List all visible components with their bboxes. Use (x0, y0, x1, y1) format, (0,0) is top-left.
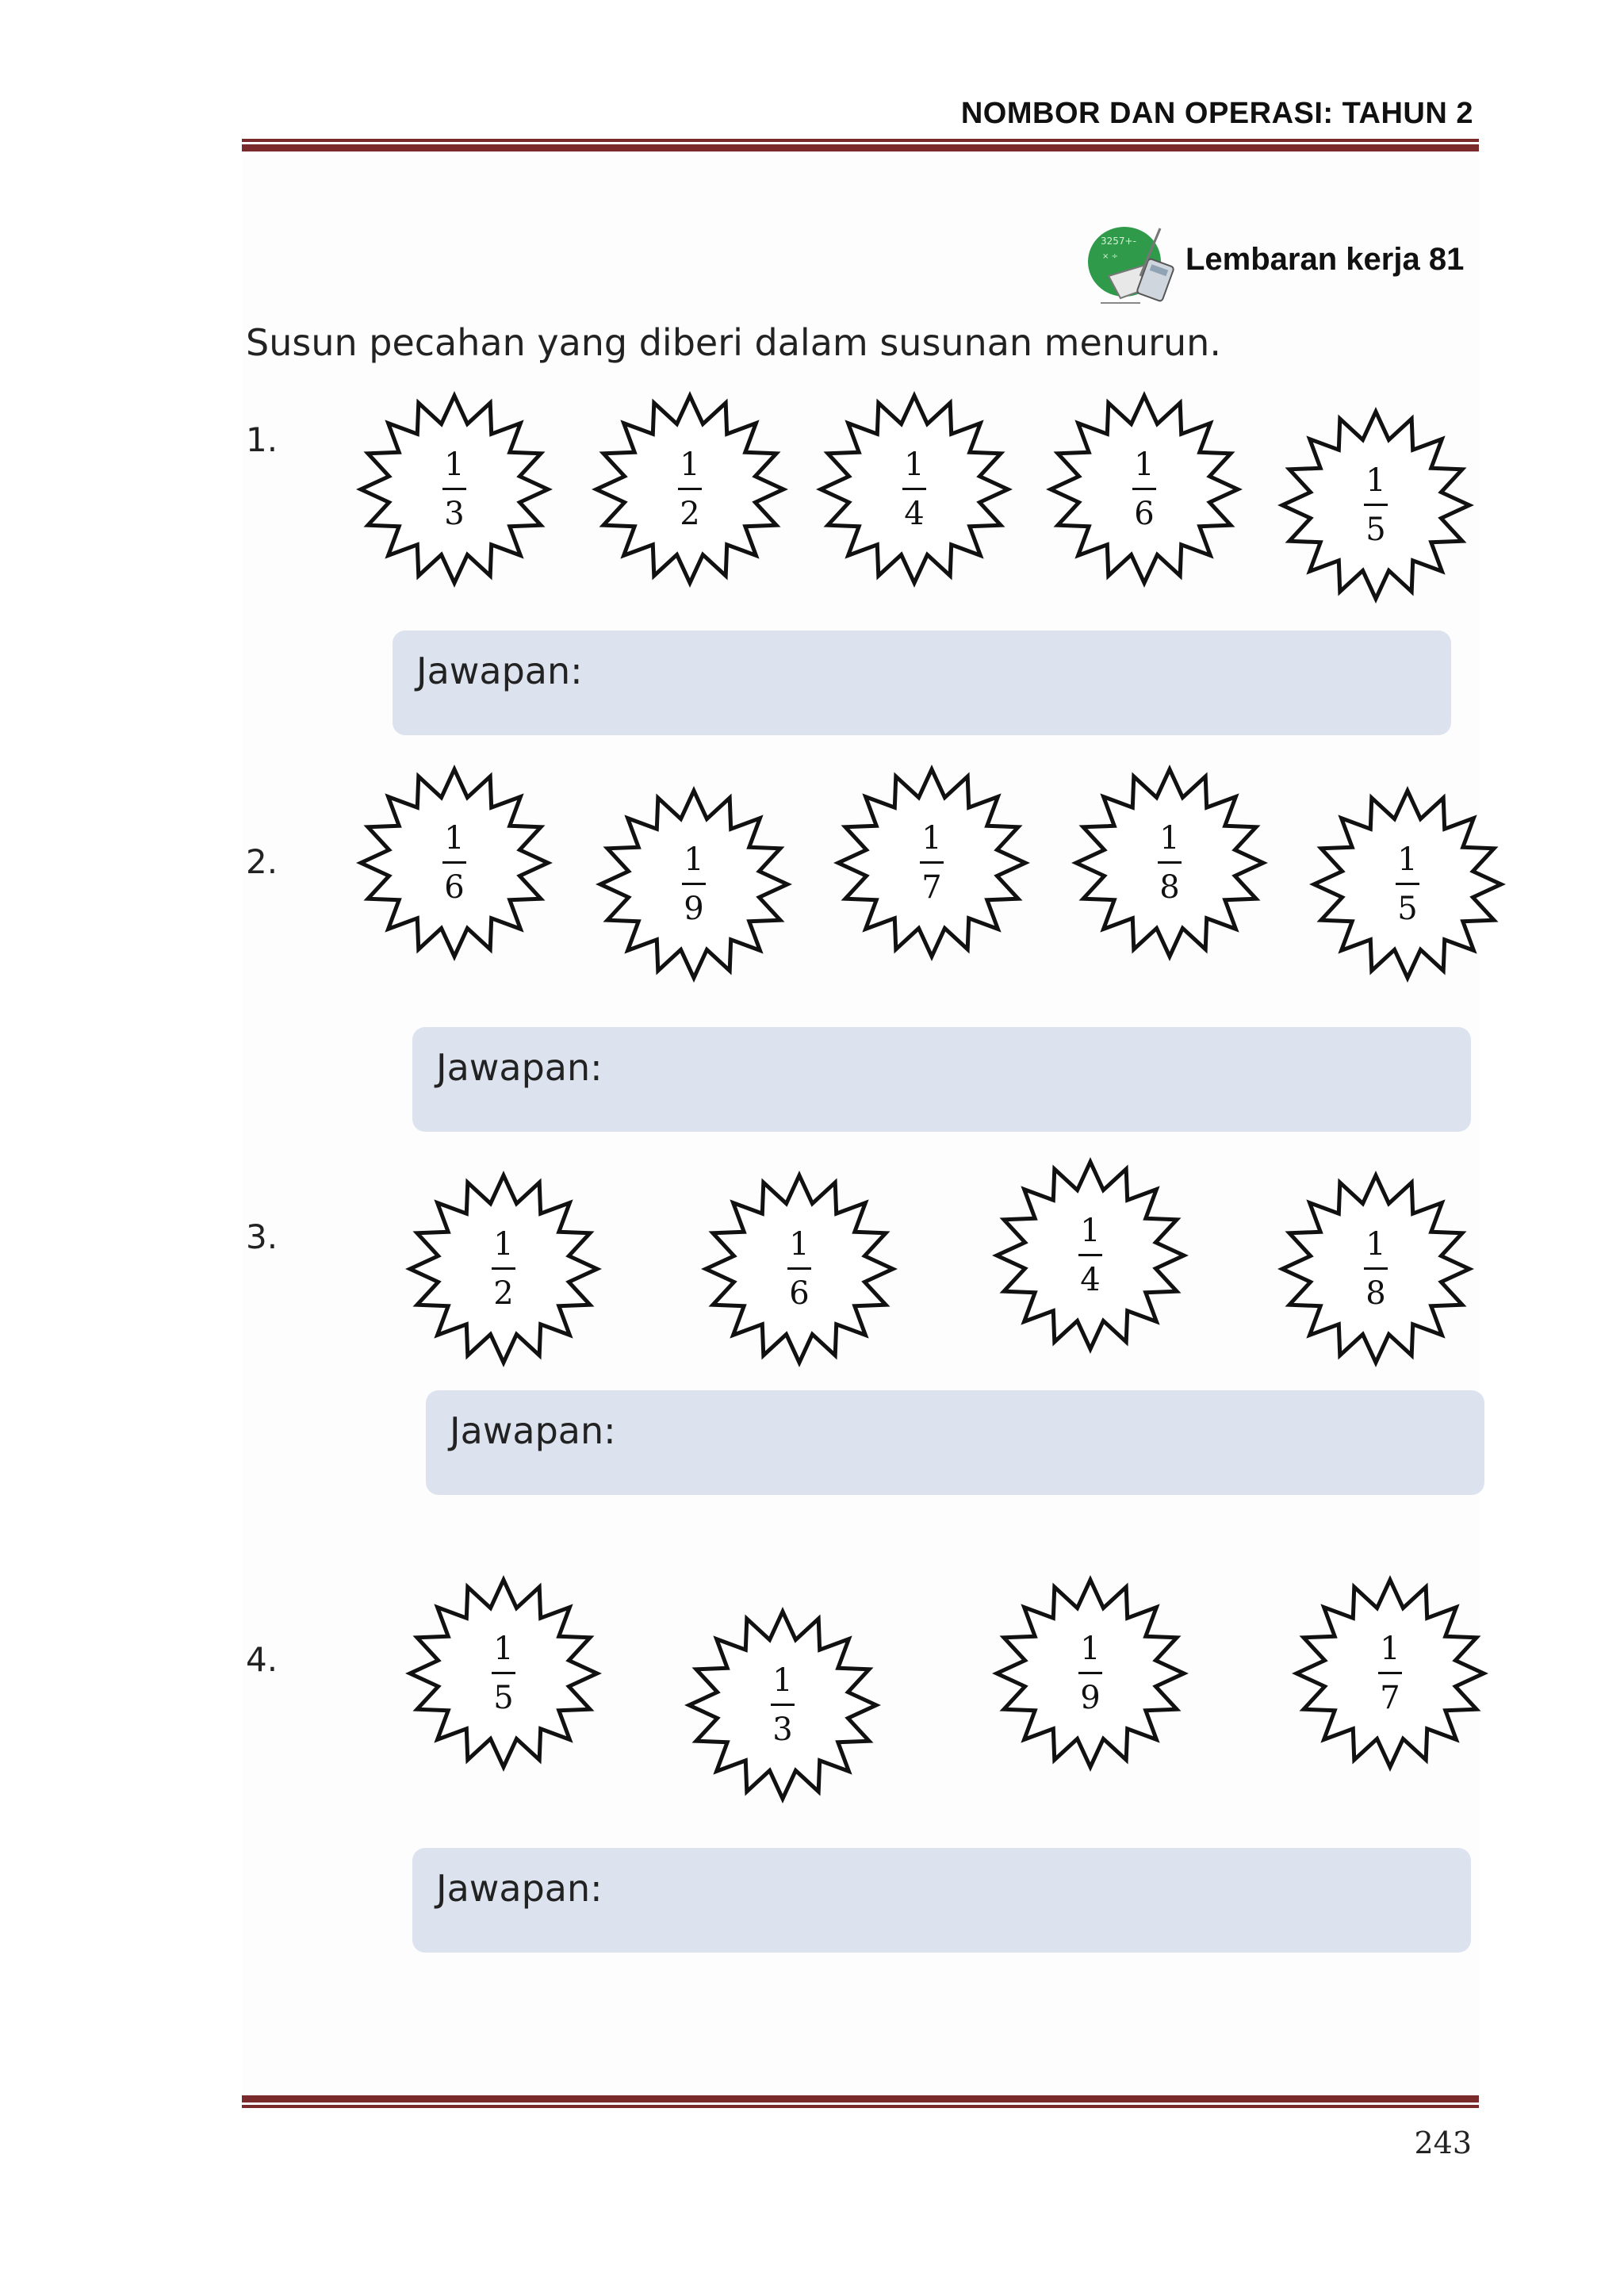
fraction-star (355, 390, 553, 588)
answer-field[interactable] (426, 1390, 1484, 1495)
fraction-numerator: 1 (921, 820, 942, 857)
fraction-denominator: 2 (493, 1275, 514, 1312)
footer-rule (242, 2095, 1479, 2108)
page-header-title: NOMBOR DAN OPERASI: TAHUN 2 (960, 97, 1473, 130)
fraction-star (684, 1606, 882, 1804)
fraction-numerator: 1 (1159, 820, 1180, 857)
fraction-star (1071, 764, 1269, 962)
answer-field[interactable] (393, 631, 1451, 735)
fraction-star (815, 390, 1013, 588)
instruction-text: Susun pecahan yang diberi dalam susunan menurun. (246, 321, 1221, 364)
fraction-numerator: 1 (1080, 1213, 1101, 1249)
worksheet-label: Lembaran kerja 81 (1185, 242, 1465, 277)
answer-field[interactable] (412, 1027, 1471, 1132)
fraction-numerator: 1 (1134, 447, 1155, 483)
fraction-star (700, 1170, 898, 1368)
fraction-numerator: 1 (1365, 462, 1386, 499)
fraction-numerator: 1 (444, 820, 465, 857)
question-number: 4. (246, 1640, 278, 1679)
fraction-numerator: 1 (772, 1662, 793, 1699)
answer-label: Jawapan: (436, 1046, 603, 1089)
calculator-book-icon (1085, 220, 1180, 308)
header-rule (242, 139, 1479, 151)
fraction-denominator: 4 (1080, 1262, 1101, 1298)
fraction-denominator: 2 (680, 496, 700, 532)
fraction-denominator: 3 (772, 1711, 793, 1748)
fraction-numerator: 1 (789, 1226, 810, 1263)
fraction-denominator: 9 (684, 891, 704, 927)
fraction-denominator: 7 (921, 869, 942, 906)
fraction-star (991, 1574, 1189, 1773)
fraction-star (1291, 1574, 1489, 1773)
question-number: 1. (246, 420, 278, 459)
fraction-star (991, 1156, 1189, 1355)
fraction-numerator: 1 (1380, 1631, 1400, 1667)
answer-label: Jawapan: (416, 650, 583, 692)
fraction-denominator: 4 (904, 496, 925, 532)
fraction-numerator: 1 (904, 447, 925, 483)
fraction-numerator: 1 (444, 447, 465, 483)
fraction-star (1277, 406, 1475, 604)
svg-text:3257+-: 3257+- (1101, 236, 1136, 247)
page-number: 243 (1414, 2125, 1472, 2160)
fraction-numerator: 1 (680, 447, 700, 483)
answer-field[interactable] (412, 1848, 1471, 1953)
fraction-denominator: 8 (1159, 869, 1180, 906)
svg-text:× ÷: × ÷ (1102, 252, 1118, 261)
fraction-denominator: 6 (789, 1275, 810, 1312)
fraction-denominator: 5 (493, 1680, 514, 1716)
fraction-denominator: 6 (1134, 496, 1155, 532)
fraction-star (1277, 1170, 1475, 1368)
fraction-star (591, 390, 789, 588)
fraction-denominator: 5 (1397, 891, 1418, 927)
answer-label: Jawapan: (450, 1409, 616, 1452)
fraction-denominator: 7 (1380, 1680, 1400, 1716)
fraction-denominator: 9 (1080, 1680, 1101, 1716)
fraction-numerator: 1 (1365, 1226, 1386, 1263)
fraction-denominator: 3 (444, 496, 465, 532)
fraction-star (355, 764, 553, 962)
fraction-numerator: 1 (1080, 1631, 1101, 1667)
question-number: 3. (246, 1217, 278, 1256)
fraction-star (404, 1170, 603, 1368)
fraction-star (1045, 390, 1243, 588)
fraction-numerator: 1 (1397, 841, 1418, 878)
fraction-numerator: 1 (684, 841, 704, 878)
fraction-star (833, 764, 1031, 962)
fraction-numerator: 1 (493, 1631, 514, 1667)
fraction-denominator: 5 (1365, 512, 1386, 548)
fraction-star (404, 1574, 603, 1773)
fraction-star (595, 785, 793, 983)
answer-label: Jawapan: (436, 1867, 603, 1910)
fraction-denominator: 6 (444, 869, 465, 906)
question-number: 2. (246, 842, 278, 881)
fraction-denominator: 8 (1365, 1275, 1386, 1312)
fraction-numerator: 1 (493, 1226, 514, 1263)
fraction-star (1308, 785, 1507, 983)
